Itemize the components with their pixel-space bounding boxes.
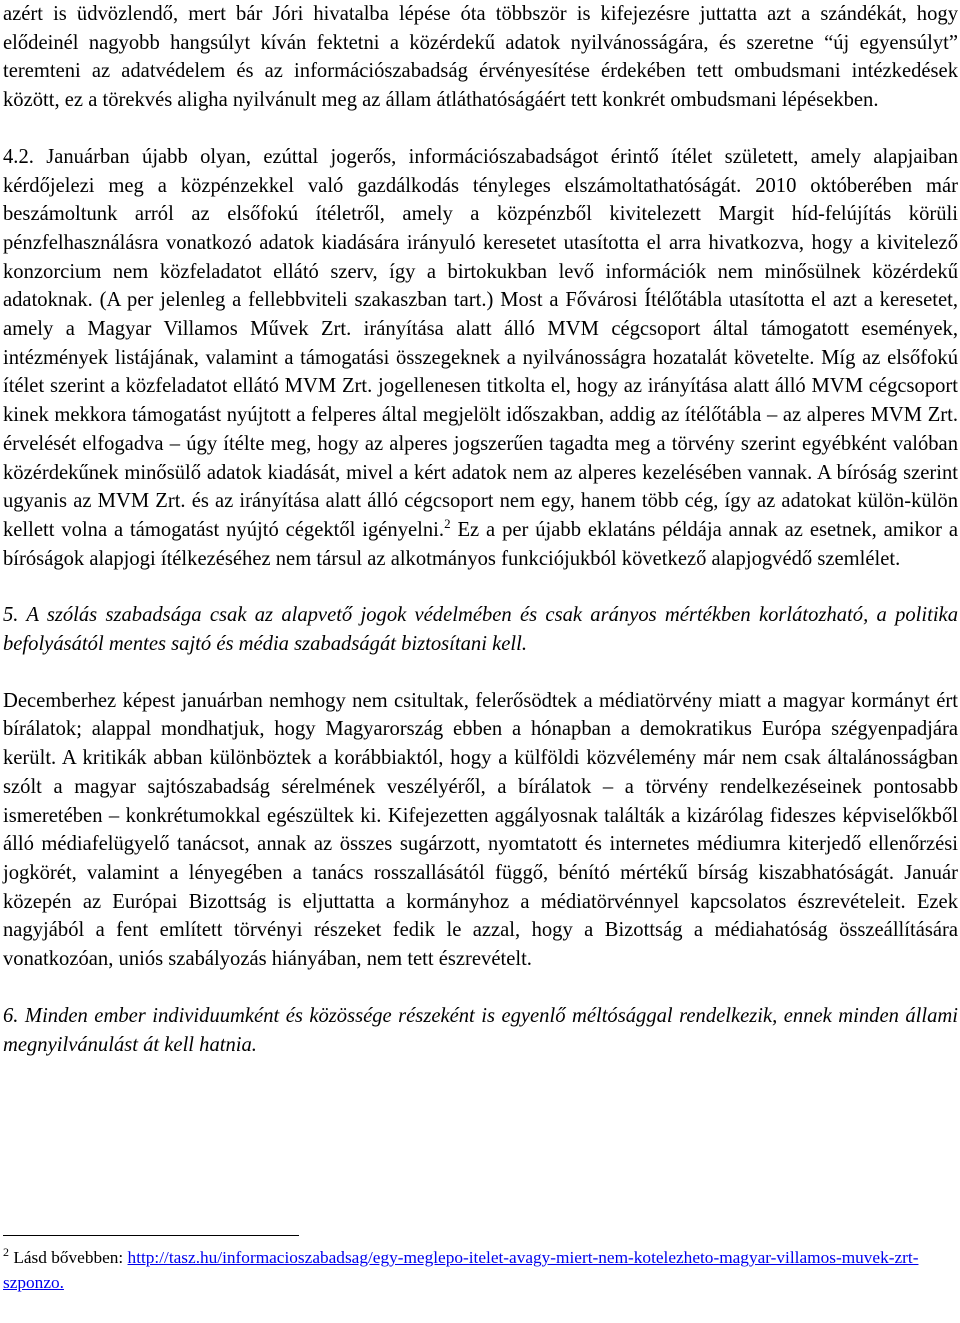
paragraph-4-2-text-a: 4.2. Januárban újabb olyan, ezúttal jogerős, információszabadságot érintő ítélet született, amely alapjaiban kérdőjelezi meg a közpénzekkel való gazdálkodás tényleges elszámoltathatóságát. 2010 októberében már beszámoltunk arról az elsőfokú ítéletről, amely a közpénzből kivitelezett Margit híd-felújítás körüli pénzfelhasználásra vonatkozó adatok kiadására irányuló keresetet utasította el arra hivatkozva, hogy a kivitelező konzorcium nem közfeladatot ellátó szerv, így a birtokukban levő információk nem minősülnek közérdekű adatoknak. (A per jelenleg a fellebbviteli szakaszban tart.) Most a Fővárosi Ítélőtábla utasította el azt a keresetet, amely a Magyar Villamos Művek Zrt. irányítása alatt álló MVM cégcsoport által támogatott események, intézmények listájának, valamint a támogatási összegeknek a nyilvánosságra hozatalát követelte. Míg az elsőfokú ítélet szerint a közfeladatot ellátó MVM Zrt. jogellenesen titkolta el, hogy az irányítása alatt álló MVM cégcsoport kinek mekkora támogatást nyújtott a felperes által megjelölt időszakban, addig az ítélőtábla – az alperes MVM Zrt. érvelését elfogadva – úgy ítélte meg, hogy az alperes jogszerűen tagadta meg a törvény szerint egyébként valóban közérdekűnek minősülő adatok kiadását, mivel a kért adatok nem az alperes kezelésében vannak. A bíróság szerint ugyanis az MVM Zrt. és az irányítása alatt álló cégcsoport nem egy, hanem több cég, így az adatokat külön-külön kellett volna a támogatást nyújtó cégektől igényelni.	[3, 145, 958, 541]
footnote	[3, 1245, 958, 1295]
footnote-divider	[3, 1235, 299, 1236]
paragraph-media-law: Decemberhez képest januárban nemhogy nem csitultak, felerősödtek a médiatörvény miatt a magyar kormányt ért bírálatok; alappal mondhatjuk, hogy Magyarország ebben a hónapban a demokratikus Európa szégyenpadjára került. A kritikák abban különböztek a korábbiaktól, hogy a külföldi közvélemény már nem csak általánosságban szólt a magyar sajtószabadság sérelmének veszélyéről, a bírálatok – a törvény rendelkezéseinek pontosabb ismeretében – konkrétumokkal egészültek ki. Kifejezetten aggályosnak találták a kizárólag fideszes képviselőkből álló médiafelügyelő tanácsot, annak az összes sugárzott, nyomtatott és internetes médiumra kiterjedő ellenőrzési jogkörét, valamint a lényegében a tanács rosszallásától függő, bénító mértékű bírság kiszabhatóságát. Január közepén az Európai Bizottság is eljuttatta a kormányhoz a médiatörvénnyel kapcsolatos észrevételeit. Ezek nagyjából a fent említett törvényi részeket fedik le azzal, hogy a Bizottság a médiahatóság összeállítására vonatkozóan, uniós szabályozás hiányában, nem tett észrevételt.	[3, 689, 958, 971]
paragraph-4-2	[3, 143, 958, 574]
paragraph-intro: azért is üdvözlendő, mert bár Jóri hivatalba lépése óta többször is kifejezésre juttatta azt a szándékát, hogy elődeinél nagyobb hangsúlyt kíván fektetni a közérdekű adatok nyilvánosságára, és szeretne “új egyensúlyt” teremteni az adatvédelem és az információszabadság érvényesítése érdekében tett ombudsmani intézkedések között, ez a törekvés aligha nyilvánult meg az állam átláthatóságáért tett konkrét ombudsmani lépésekben.	[3, 3, 958, 112]
footnote-reference[interactable]: 2	[444, 516, 451, 532]
section-heading-5: 5. A szólás szabadsága csak az alapvető jogok védelmében és csak arányos mértékben korlátozható, a politika befolyásától mentes sajtó és média szabadságát biztosítani kell.	[3, 604, 958, 656]
section-heading-6: 6. Minden ember individuumként és közössége részeként is egyenlő méltósággal rendelkezik, ennek minden állami megnyilvánulást át kell hatnia.	[3, 1004, 958, 1056]
paragraph-4-2-text-b: Ez a per újabb eklatáns példája annak az esetnek, amikor a bíróságok alapjogi ítélkezéséhez nem társul az alkotmányos funkciójukból következő alapjogvédő szemlélet.	[3, 518, 958, 570]
footnote-link[interactable]: http://tasz.hu/informacioszabadsag/egy-meglepo-itelet-avagy-miert-nem-kotelezheto-magyar-villamos-muvek-zrt-szponzo.	[3, 1248, 919, 1292]
footnote-prefix: Lásd bővebben:	[9, 1248, 128, 1267]
document-page	[3, 0, 958, 1059]
footnote-number: 2	[3, 1245, 9, 1260]
